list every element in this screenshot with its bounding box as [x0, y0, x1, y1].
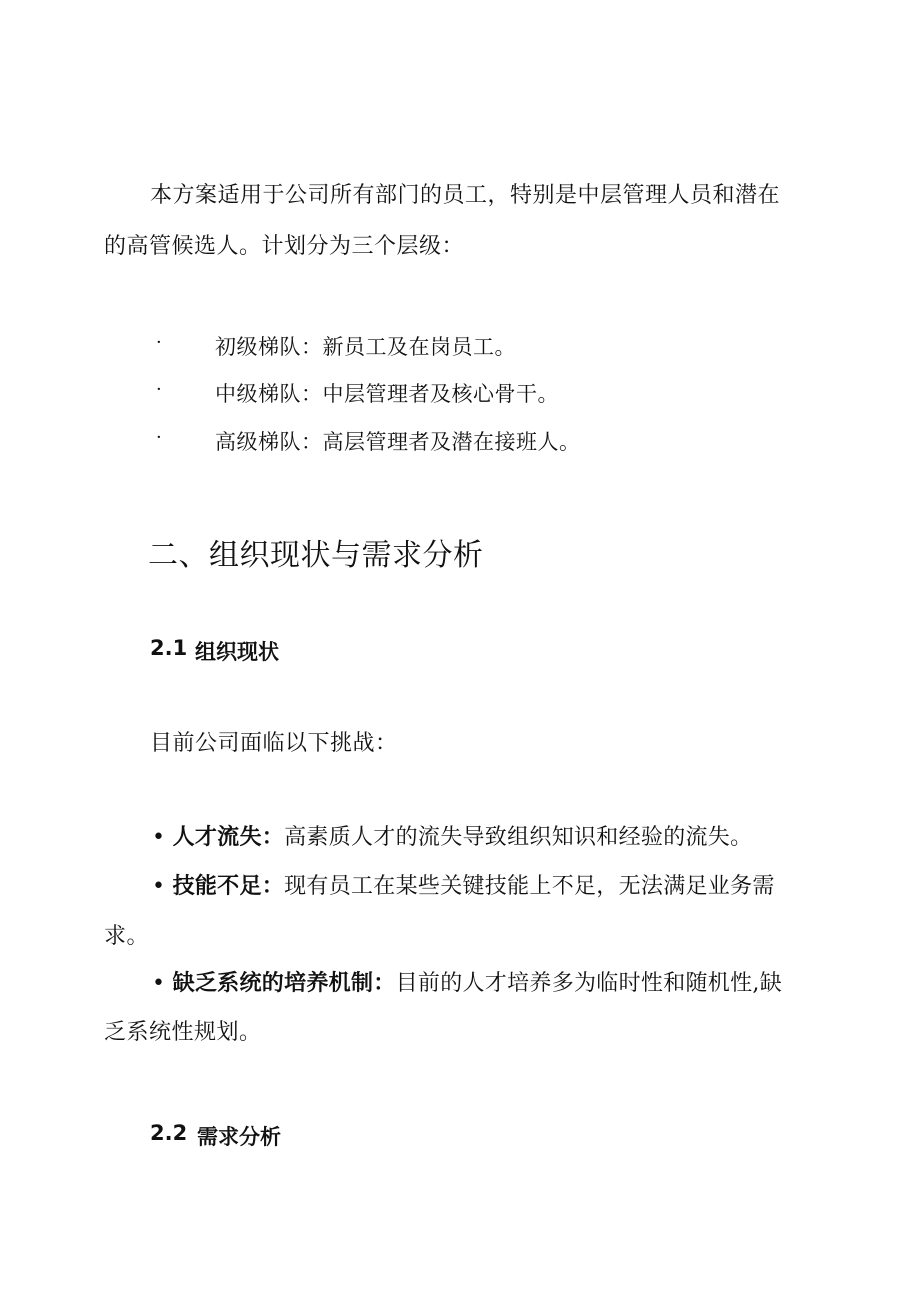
challenge-bullet: • [152, 971, 166, 996]
subsection-2-2-number: 2.2 [150, 1121, 188, 1145]
challenge-desc-line2: 求。 [104, 924, 150, 949]
challenges-intro: 目前公司面临以下挑战： [150, 731, 398, 756]
challenge-item-talent-loss [152, 827, 752, 849]
challenge-desc-line2: 乏系统性规划。 [104, 1020, 262, 1045]
tier-bullet-2: · [156, 379, 162, 400]
tier-item-middle: 中级梯队：中层管理者及核心骨干。 [215, 382, 559, 406]
challenge-bullet: • [152, 874, 166, 899]
subsection-2-1-number: 2.1 [150, 636, 188, 660]
challenge-term: 人才流失： [172, 825, 285, 850]
challenge-item-no-system [152, 973, 782, 995]
tier-item-senior: 高级梯队：高层管理者及潜在接班人。 [215, 430, 581, 454]
subsection-2-1-title: 组织现状 [195, 640, 279, 664]
scope-paragraph-line1: 本方案适用于公司所有部门的员工，特别是中层管理人员和潜在 [150, 183, 781, 208]
tier-bullet-3: · [156, 427, 162, 448]
challenge-desc-line1: 高素质人才的流失导致组织知识和经验的流失。 [284, 825, 753, 850]
tier-bullet-1: · [156, 332, 162, 353]
challenge-bullet: • [152, 825, 166, 850]
challenge-item-skill-gap [152, 876, 775, 898]
challenge-term: 技能不足： [172, 874, 285, 899]
challenge-term: 缺乏系统的培养机制： [172, 971, 396, 996]
section-heading: 二、组织现状与需求分析 [148, 538, 484, 573]
challenge-desc-line1: 目前的人才培养多为临时性和随机性,缺 [395, 971, 782, 996]
scope-paragraph-line2: 的高管候选人。计划分为三个层级： [104, 234, 465, 259]
subsection-2-2-title: 需求分析 [197, 1125, 281, 1149]
challenge-desc-line1: 现有员工在某些关键技能上不足，无法满足业务需 [284, 874, 775, 899]
tier-item-junior: 初级梯队：新员工及在岗员工。 [215, 335, 516, 359]
